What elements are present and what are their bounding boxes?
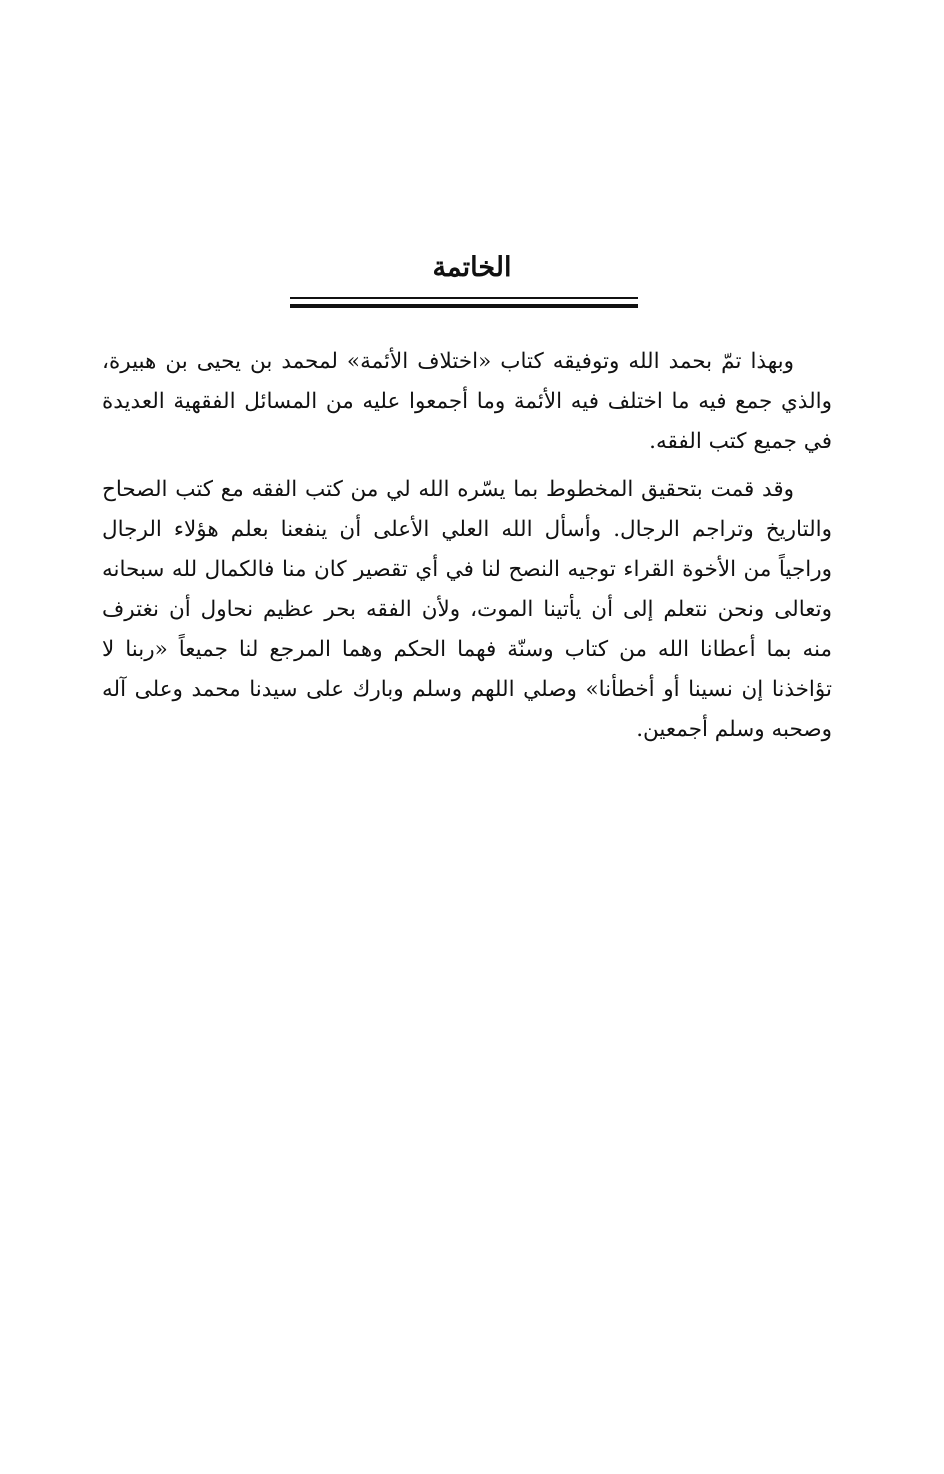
page-title: الخاتمة bbox=[432, 252, 512, 283]
title-underline-thin bbox=[290, 297, 638, 299]
paragraph-line: وقد قمت بتحقيق المخطوط بما يسّره الله لي من كتب الفقه مع كتب الصحاح bbox=[102, 477, 794, 502]
paragraph-1 bbox=[102, 342, 832, 462]
paragraph-line: في جميع كتب الفقه. bbox=[649, 429, 832, 454]
paragraph-gap bbox=[102, 462, 832, 470]
paragraph-2 bbox=[102, 470, 832, 750]
paragraph-line: وصحبه وسلم أجمعين. bbox=[636, 717, 832, 742]
title-underline-thick bbox=[290, 304, 638, 308]
body-text bbox=[102, 342, 832, 750]
paragraph-line: منه بما أعطانا الله من كتاب وسنّة فهما الحكم وهما المرجع لنا جميعاً «ربنا لا bbox=[102, 637, 832, 662]
paragraph-line: تؤاخذنا إن نسينا أو أخطأنا» وصلي اللهم وسلم وبارك على سيدنا محمد وعلى آله bbox=[102, 677, 832, 702]
paragraph-line: وبهذا تمّ بحمد الله وتوفيقه كتاب «اختلاف الأئمة» لمحمد بن يحيى بن هبيرة، bbox=[102, 349, 794, 374]
paragraph-line: وراجياً من الأخوة القراء توجيه النصح لنا في أي تقصير كان منا فالكمال لله سبحانه bbox=[102, 557, 832, 582]
paragraph-line: والتاريخ وتراجم الرجال. وأسأل الله العلي الأعلى أن ينفعنا بعلم هؤلاء الرجال bbox=[102, 517, 832, 542]
paragraph-line: والذي جمع فيه ما اختلف فيه الأئمة وما أجمعوا عليه من المسائل الفقهية العديدة bbox=[102, 389, 832, 414]
paragraph-line: وتعالى ونحن نتعلم إلى أن يأتينا الموت، ولأن الفقه بحر عظيم نحاول أن نغترف bbox=[102, 597, 832, 622]
